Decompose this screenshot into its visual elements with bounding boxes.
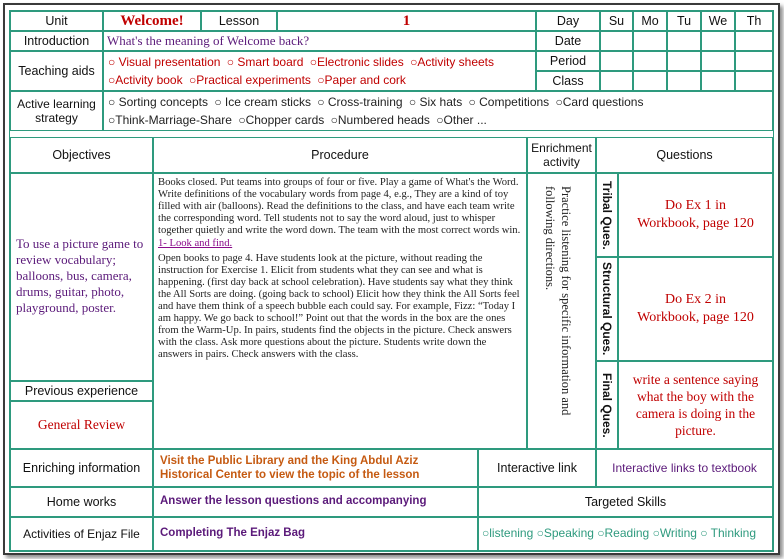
day-wednesday[interactable]: We	[701, 11, 735, 31]
home-works-value: Answer the lesson questions and accompanying	[153, 487, 478, 517]
strategy-option[interactable]: ○ Ice cream sticks	[214, 95, 311, 109]
day-monday[interactable]: Mo	[633, 11, 667, 31]
day-label: Day	[536, 11, 600, 31]
period-label: Period	[536, 51, 600, 71]
class-cell[interactable]	[667, 71, 701, 91]
period-cell[interactable]	[600, 51, 633, 71]
questions-header: Questions	[596, 137, 773, 173]
teaching-aids-label: Teaching aids	[10, 51, 103, 91]
enriching-information-label: Enriching information	[10, 449, 153, 487]
active-learning-label: Active learning strategy	[10, 91, 103, 131]
class-label: Class	[536, 71, 600, 91]
question-text: Do Ex 1 in Workbook, page 120	[618, 173, 773, 257]
previous-experience-label: Previous experience	[10, 381, 153, 401]
aid-option[interactable]: ○ Visual presentation	[108, 55, 221, 69]
skill-option[interactable]: ○Writing	[652, 526, 697, 540]
active-learning-options	[103, 91, 773, 131]
date-label: Date	[536, 31, 600, 51]
date-cell[interactable]	[633, 31, 667, 51]
teaching-aids-options	[103, 51, 536, 91]
objectives-header: Objectives	[10, 137, 153, 173]
lesson-value: 1	[277, 11, 536, 31]
strategy-option[interactable]: ○ Six hats	[408, 95, 463, 109]
class-cell[interactable]	[701, 71, 735, 91]
objectives-text: To use a picture game to review vocabulary; balloons, bus, camera, drums, guitar, photo, playground, poster.	[10, 173, 153, 381]
home-works-label: Home works	[10, 487, 153, 517]
class-cell[interactable]	[600, 71, 633, 91]
skill-option[interactable]: ○Speaking	[536, 526, 594, 540]
strategy-option[interactable]: ○Chopper cards	[238, 113, 325, 127]
question-type-cell	[596, 173, 618, 257]
enrichment-cell	[527, 173, 596, 449]
aid-option[interactable]: ○Practical experiments	[188, 73, 311, 87]
date-cell[interactable]	[667, 31, 701, 51]
interactive-link-value[interactable]: Interactive links to textbook	[596, 449, 773, 487]
strategy-option[interactable]: ○ Sorting concepts	[108, 95, 208, 109]
lesson-label: Lesson	[201, 11, 277, 31]
question-type-cell	[596, 257, 618, 361]
introduction-value: What's the meaning of Welcome back?	[103, 31, 536, 51]
targeted-skills-label: Targeted Skills	[478, 487, 773, 517]
period-cell[interactable]	[633, 51, 667, 71]
question-type-cell	[596, 361, 618, 449]
day-tuesday[interactable]: Tu	[667, 11, 701, 31]
period-cell[interactable]	[667, 51, 701, 71]
date-cell[interactable]	[600, 31, 633, 51]
strategy-option[interactable]: ○Numbered heads	[330, 113, 430, 127]
unit-label: Unit	[10, 11, 103, 31]
enrichment-header: Enrichment activity	[527, 137, 596, 173]
question-text: Do Ex 2 in Workbook, page 120	[618, 257, 773, 361]
strategy-option[interactable]: ○Think-Marriage-Share	[108, 113, 232, 127]
strategy-option[interactable]: ○ Cross-training	[317, 95, 403, 109]
enriching-information-value: Visit the Public Library and the King Abdul Aziz Historical Center to view the topic of the lesson	[153, 449, 478, 487]
interactive-link-label: Interactive link	[478, 449, 596, 487]
skill-option[interactable]: ○Reading	[597, 526, 650, 540]
skill-option[interactable]: ○ Thinking	[700, 526, 757, 540]
lesson-plan-table	[9, 10, 774, 552]
question-type-label: Tribal Ques.	[600, 180, 614, 250]
enrichment-text: Practice listening for specific information and following directions.	[543, 186, 573, 416]
enjaz-value: Completing The Enjaz Bag	[153, 517, 478, 551]
previous-experience-value: General Review	[10, 401, 153, 449]
class-cell[interactable]	[633, 71, 667, 91]
question-type-label: Structural Ques.	[600, 262, 614, 356]
procedure-paragraph: Open books to page 4. Have students look at the picture, without reading the instruction for Exercise 1. Elicit from students what they can see and what is happening. (first day back at school celebration). Have students say what they think the All Sorts are doing. (going back to school) Elicit how they think the All Sorts feel and have them think of a speech bubble each could say. For example, Fizz: “Today I am happy. We go back to school!” Point out that the words in the box are the ones from the Warm-Up. In pairs, students find the objects in the picture. Check answers with the class. Ask more questions about the picture. Students write down the answers in pairs. Check answers with the class.	[158, 252, 520, 361]
aid-option[interactable]: ○Activity book	[108, 73, 183, 87]
date-cell[interactable]	[735, 31, 773, 51]
procedure-paragraph: Books closed. Put teams into groups of four or five. Play a game of What's the Word. Write definitions of the vocabulary words from page 4, e.g., They are a kind of toy filled with air (balloons). Read the definitions to the class, and have each team write the corresponding word. Tell students not to say the word aloud, just to whisper together quietly and write the word down. The team with the most correct words win.	[158, 177, 521, 237]
targeted-skills-options	[478, 517, 773, 551]
day-thursday[interactable]: Th	[735, 11, 773, 31]
question-text: write a sentence saying what the boy with the camera is doing in the picture.	[618, 361, 773, 449]
strategy-option[interactable]: ○Card questions	[555, 95, 644, 109]
aid-option[interactable]: ○Activity sheets	[410, 55, 495, 69]
period-cell[interactable]	[701, 51, 735, 71]
look-and-find-link[interactable]: 1- Look and find.	[158, 238, 233, 250]
period-cell[interactable]	[735, 51, 773, 71]
class-cell[interactable]	[735, 71, 773, 91]
procedure-header: Procedure	[153, 137, 527, 173]
introduction-label: Introduction	[10, 31, 103, 51]
aid-option[interactable]: ○Electronic slides	[309, 55, 404, 69]
day-sunday[interactable]: Su	[600, 11, 633, 31]
aid-option[interactable]: ○ Smart board	[226, 55, 304, 69]
procedure-body	[153, 173, 527, 449]
enjaz-label: Activities of Enjaz File	[10, 517, 153, 551]
strategy-option[interactable]: ○ Competitions	[468, 95, 550, 109]
skill-option[interactable]: ○listening	[482, 526, 534, 540]
date-cell[interactable]	[701, 31, 735, 51]
aid-option[interactable]: ○Paper and cork	[317, 73, 406, 87]
question-type-label: Final Ques.	[600, 372, 614, 438]
unit-value: Welcome!	[103, 11, 201, 31]
strategy-option[interactable]: ○Other ...	[436, 113, 487, 127]
